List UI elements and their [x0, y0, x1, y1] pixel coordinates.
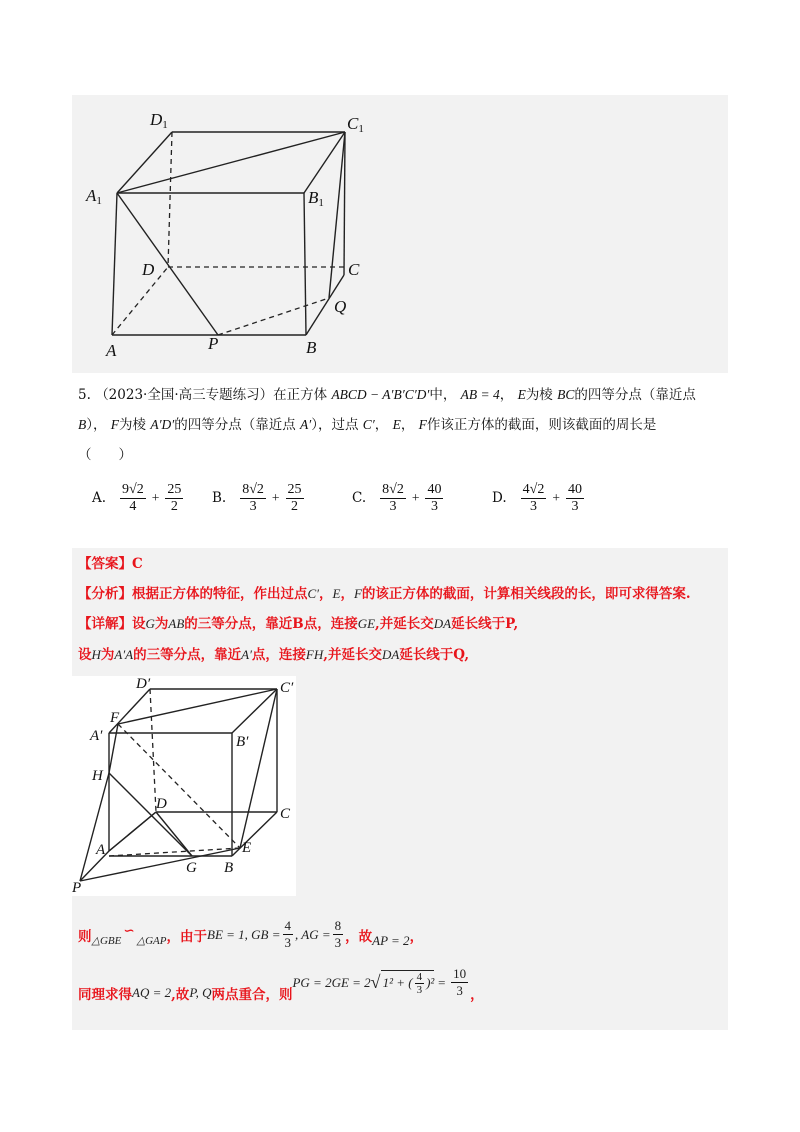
solution-line-1: 则 △GBE ∽ △GAP ，由于 BE = 1, GB = $\frac{4}{3}$ , AG = $\frac{8}{3}$ ，故 AP = 2 ， — [78, 918, 424, 950]
label-a: A — [96, 842, 106, 858]
option-c[interactable]: C. $\frac{8√2}{3}$ + $\frac{40}{3}$ — [352, 481, 442, 514]
cube-figure-1 — [72, 95, 472, 373]
label-dp: D′ — [136, 676, 151, 692]
edge-bpcp — [232, 689, 277, 733]
frac: $\frac{40}{3}$ — [427, 481, 442, 514]
options — [92, 478, 732, 518]
option-a[interactable]: A. $\frac{9√2}{4}$ + $\frac{25}{2}$ — [92, 481, 182, 514]
label-c1: C1 — [347, 114, 364, 135]
question-line-1: 5. （2023·全国·高三专题练习）在正方体 ABCD − A′B′C′D′中， AB = 4， E为棱 BC的四等分点（靠近点 — [78, 387, 696, 403]
edge-bc — [232, 812, 277, 856]
edge-c1q — [329, 132, 345, 298]
edge-cpe — [240, 689, 277, 848]
label-d1: D1 — [150, 110, 168, 131]
question-text — [78, 380, 728, 470]
frac: $\frac{9√2}{4}$ — [122, 481, 144, 514]
label-f: F — [110, 710, 120, 726]
answer-line: 【答案】C — [78, 556, 143, 572]
label-bp: B′ — [236, 734, 249, 750]
frac: $\frac{10}{3}$ — [453, 966, 467, 998]
detail-line-1: 【详解】设G为AB的三等分点，靠近B点，连接GE,并延长交DA延长线于P, — [78, 616, 519, 632]
label-b: B — [224, 860, 234, 876]
edge-a1a — [112, 193, 117, 335]
label-p: P — [208, 334, 219, 353]
analysis-line: 【分析】根据正方体的特征，作出过点C′，E，F的该正方体的截面，计算相关线段的长，即可求得答案. — [78, 586, 691, 602]
label-d: D — [156, 796, 167, 812]
frac: $\frac{4√2}{3}$ — [522, 481, 545, 514]
label-h: H — [92, 768, 103, 784]
label-a1: A1 — [86, 186, 102, 207]
label-p: P — [72, 880, 82, 896]
label-c: C — [348, 260, 360, 279]
question-line-2: B）， F为棱 A′D′的四等分点（靠近点 A′），过点 C′， E， F作该正方体的截面，则该截面的周长是 — [78, 417, 657, 433]
frac: $\frac{8√2}{3}$ — [242, 481, 264, 514]
question-line-3: （ ） — [78, 447, 132, 463]
label-c: C — [280, 806, 291, 822]
frac: $\frac{8}{3}$ — [334, 918, 342, 950]
edge-fe — [118, 724, 240, 848]
label-d: D — [142, 260, 155, 279]
edge-a1p — [117, 193, 218, 335]
option-b[interactable]: B. $\frac{8√2}{3}$ + $\frac{25}{2}$ — [212, 481, 302, 514]
label-e: E — [242, 840, 252, 856]
edge-b1b — [304, 193, 306, 335]
cube-figure-2 — [72, 676, 296, 896]
label-q: Q — [334, 297, 347, 316]
edge-dpd — [150, 689, 156, 812]
edge-a1d1 — [117, 132, 172, 193]
edge-c1c — [344, 132, 345, 275]
edge-ad2 — [109, 812, 156, 851]
edge-d1d — [168, 132, 172, 267]
label-a: A — [106, 341, 117, 360]
edge-ad — [112, 267, 168, 335]
edge-hp — [80, 773, 109, 881]
label-ap: A′ — [90, 728, 103, 744]
option-d[interactable]: D. $\frac{4√2}{3}$ + $\frac{40}{3}$ — [492, 481, 582, 514]
frac: $\frac{4}{3}$ — [284, 918, 292, 950]
frac: $\frac{25}{2}$ — [167, 481, 182, 514]
label-b1: B1 — [308, 188, 324, 209]
frac: $\frac{8√2}{3}$ — [382, 481, 404, 514]
label-cp: C′ — [280, 680, 294, 696]
label-b: B — [306, 338, 317, 357]
label-g: G — [186, 860, 197, 876]
edge-fcp — [118, 689, 277, 724]
frac: $\frac{4}{3}$ — [416, 970, 423, 996]
frac: $\frac{25}{2}$ — [287, 481, 302, 514]
edge-dg — [156, 812, 192, 856]
frac: $\frac{40}{3}$ — [567, 481, 582, 514]
detail-line-2: 设H为A′A的三等分点，靠近A′点，连接FH,并延长交DA延长线于Q, — [78, 647, 470, 663]
solution-line-2: 同理求得 AQ = 2 ,故 P, Q 两点重合，则 PG = 2GE = 2 √ 1² + ( $\frac{4}{3}$ )² = $\frac{10}{3}$ ， — [78, 966, 484, 1003]
edge-pq — [218, 298, 329, 335]
edge-hg — [109, 773, 192, 856]
